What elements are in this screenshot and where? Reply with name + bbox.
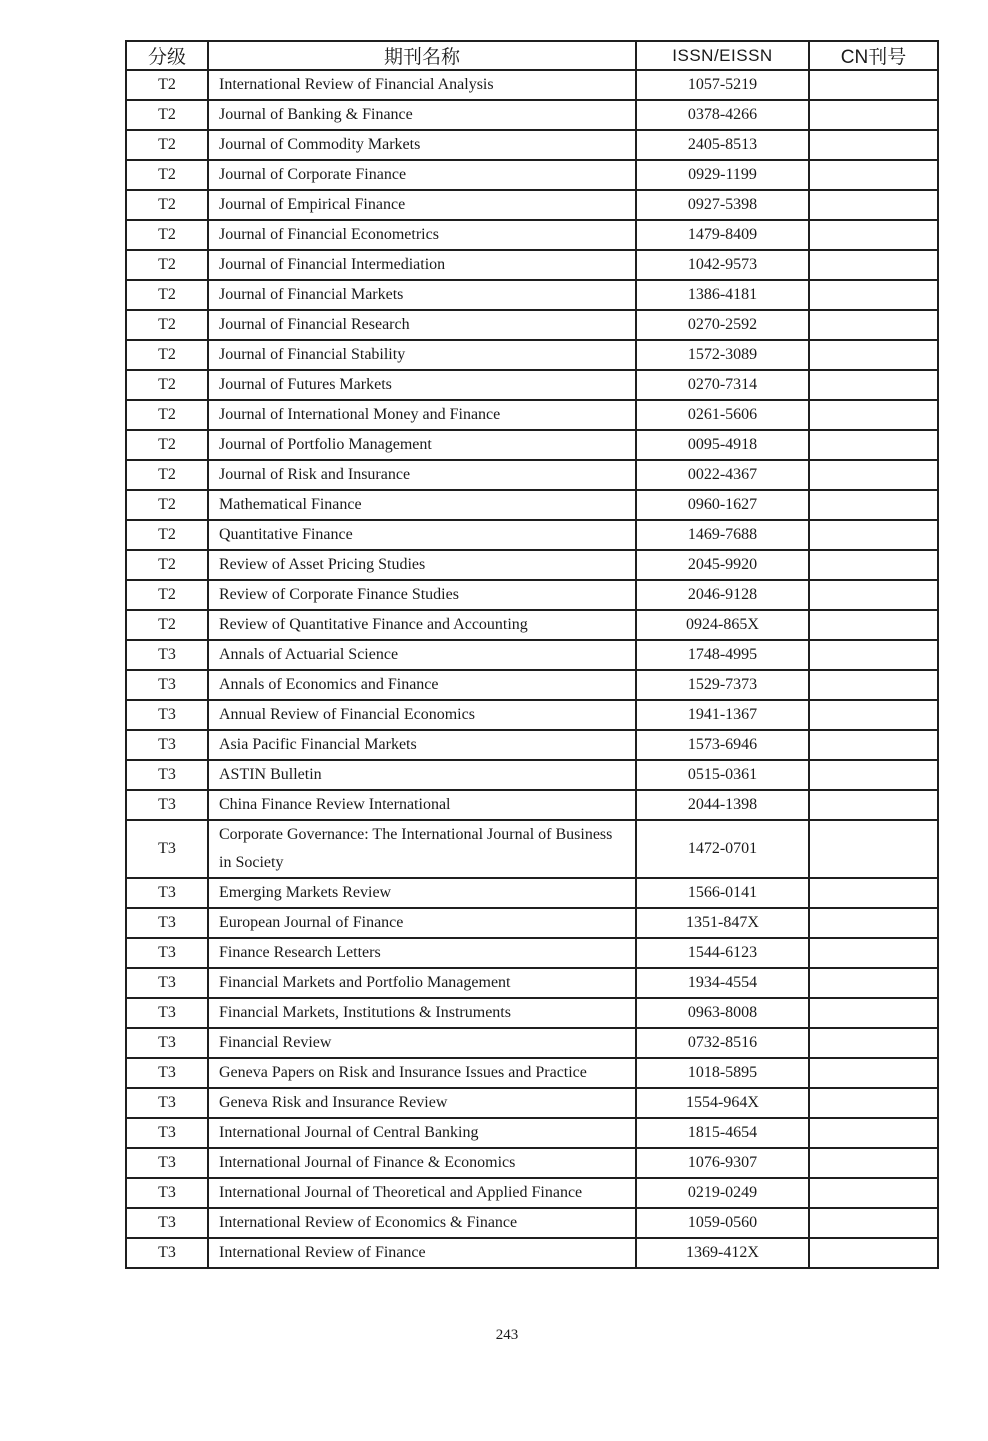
table-row (126, 968, 938, 998)
journal-name-cell: Journal of Risk and Insurance (208, 460, 636, 490)
cn-number-cell (809, 968, 938, 998)
grade-cell: T3 (126, 1238, 208, 1268)
grade-cell: T2 (126, 70, 208, 100)
table-row (126, 580, 938, 610)
grade-cell: T2 (126, 280, 208, 310)
grade-cell: T3 (126, 1208, 208, 1238)
issn-cell: 1573-6946 (636, 730, 809, 760)
grade-cell: T3 (126, 790, 208, 820)
table-row (126, 820, 938, 878)
issn-cell: 1544-6123 (636, 938, 809, 968)
grade-cell: T3 (126, 1028, 208, 1058)
journal-name-cell: Journal of Futures Markets (208, 370, 636, 400)
cn-number-cell (809, 580, 938, 610)
cn-number-cell (809, 1118, 938, 1148)
table-row (126, 1028, 938, 1058)
grade-cell: T2 (126, 160, 208, 190)
grade-cell: T2 (126, 580, 208, 610)
journal-name-cell: Financial Markets, Institutions & Instruments (208, 998, 636, 1028)
grade-cell: T3 (126, 878, 208, 908)
issn-cell: 1351-847X (636, 908, 809, 938)
cn-number-cell (809, 790, 938, 820)
grade-cell: T2 (126, 400, 208, 430)
cn-number-cell (809, 730, 938, 760)
journal-name-cell: International Review of Finance (208, 1238, 636, 1268)
journal-name-cell: Journal of Commodity Markets (208, 130, 636, 160)
issn-cell: 1059-0560 (636, 1208, 809, 1238)
table-row (126, 1118, 938, 1148)
journal-name-cell: China Finance Review International (208, 790, 636, 820)
issn-cell: 2046-9128 (636, 580, 809, 610)
cn-number-cell (809, 760, 938, 790)
table-row (126, 220, 938, 250)
journal-name-cell: Geneva Risk and Insurance Review (208, 1088, 636, 1118)
table-row (126, 730, 938, 760)
cn-number-cell (809, 370, 938, 400)
issn-cell: 2044-1398 (636, 790, 809, 820)
grade-cell: T2 (126, 430, 208, 460)
journal-name-cell: European Journal of Finance (208, 908, 636, 938)
cn-number-cell (809, 130, 938, 160)
journal-name-cell: International Review of Financial Analysis (208, 70, 636, 100)
issn-cell: 0219-0249 (636, 1178, 809, 1208)
issn-cell: 1386-4181 (636, 280, 809, 310)
journal-name-cell: Quantitative Finance (208, 520, 636, 550)
journal-name-cell: Journal of Banking & Finance (208, 100, 636, 130)
cn-number-cell (809, 550, 938, 580)
issn-cell: 1748-4995 (636, 640, 809, 670)
issn-cell: 1076-9307 (636, 1148, 809, 1178)
journal-name-cell: Journal of Financial Research (208, 310, 636, 340)
issn-cell: 1469-7688 (636, 520, 809, 550)
table-row (126, 1208, 938, 1238)
journal-name-cell: Journal of Corporate Finance (208, 160, 636, 190)
journal-name-cell: Asia Pacific Financial Markets (208, 730, 636, 760)
table-header-row (126, 41, 938, 70)
grade-cell: T3 (126, 1178, 208, 1208)
issn-cell: 0515-0361 (636, 760, 809, 790)
grade-cell: T2 (126, 490, 208, 520)
table-row (126, 280, 938, 310)
issn-cell: 1369-412X (636, 1238, 809, 1268)
grade-cell: T2 (126, 610, 208, 640)
table-row (126, 340, 938, 370)
journal-name-cell: Financial Markets and Portfolio Management (208, 968, 636, 998)
journal-name-cell: Journal of Financial Markets (208, 280, 636, 310)
grade-cell: T2 (126, 250, 208, 280)
table-row (126, 1178, 938, 1208)
cn-number-cell (809, 938, 938, 968)
issn-cell: 1815-4654 (636, 1118, 809, 1148)
issn-cell: 2045-9920 (636, 550, 809, 580)
issn-cell: 1554-964X (636, 1088, 809, 1118)
cn-number-cell (809, 998, 938, 1028)
grade-cell: T3 (126, 760, 208, 790)
cn-number-cell (809, 1178, 938, 1208)
grade-cell: T2 (126, 220, 208, 250)
grade-cell: T3 (126, 1118, 208, 1148)
journal-name-cell: ASTIN Bulletin (208, 760, 636, 790)
cn-number-cell (809, 670, 938, 700)
table-row (126, 70, 938, 100)
table-row (126, 938, 938, 968)
cn-number-cell (809, 160, 938, 190)
issn-cell: 1472-0701 (636, 820, 809, 878)
cn-number-cell (809, 700, 938, 730)
table-row (126, 100, 938, 130)
issn-cell: 0095-4918 (636, 430, 809, 460)
grade-cell: T3 (126, 908, 208, 938)
journal-name-cell: Geneva Papers on Risk and Insurance Issues and Practice (208, 1058, 636, 1088)
page-number: 243 (495, 1327, 519, 1343)
table-row (126, 490, 938, 520)
grade-cell: T2 (126, 550, 208, 580)
grade-cell: T2 (126, 520, 208, 550)
table-row (126, 190, 938, 220)
column-header-grade: 分级 (126, 41, 208, 70)
table-row (126, 610, 938, 640)
grade-cell: T3 (126, 700, 208, 730)
cn-number-cell (809, 520, 938, 550)
table-row (126, 760, 938, 790)
issn-cell: 1479-8409 (636, 220, 809, 250)
cn-number-cell (809, 400, 938, 430)
issn-cell: 1566-0141 (636, 878, 809, 908)
cn-number-cell (809, 100, 938, 130)
grade-cell: T3 (126, 938, 208, 968)
issn-cell: 0963-8008 (636, 998, 809, 1028)
issn-cell: 1941-1367 (636, 700, 809, 730)
grade-cell: T3 (126, 670, 208, 700)
journal-name-cell: Review of Quantitative Finance and Accounting (208, 610, 636, 640)
table-row (126, 700, 938, 730)
journal-name-cell: Journal of Financial Econometrics (208, 220, 636, 250)
journal-name-cell: International Journal of Central Banking (208, 1118, 636, 1148)
journal-name-cell: Emerging Markets Review (208, 878, 636, 908)
issn-cell: 1572-3089 (636, 340, 809, 370)
table-row (126, 1238, 938, 1268)
journal-name-cell: Journal of Financial Intermediation (208, 250, 636, 280)
grade-cell: T3 (126, 968, 208, 998)
cn-number-cell (809, 460, 938, 490)
grade-cell: T2 (126, 460, 208, 490)
issn-cell: 1529-7373 (636, 670, 809, 700)
grade-cell: T3 (126, 640, 208, 670)
journal-name-cell: International Journal of Theoretical and Applied Finance (208, 1178, 636, 1208)
journal-name-cell: Review of Asset Pricing Studies (208, 550, 636, 580)
table-row (126, 640, 938, 670)
cn-number-cell (809, 70, 938, 100)
cn-number-cell (809, 250, 938, 280)
grade-cell: T3 (126, 1088, 208, 1118)
cn-number-cell (809, 1238, 938, 1268)
journal-name-cell: Journal of Financial Stability (208, 340, 636, 370)
issn-cell: 0270-2592 (636, 310, 809, 340)
table-row (126, 400, 938, 430)
grade-cell: T2 (126, 100, 208, 130)
journal-name-cell: Annals of Actuarial Science (208, 640, 636, 670)
issn-cell: 0022-4367 (636, 460, 809, 490)
table-row (126, 1148, 938, 1178)
grade-cell: T2 (126, 340, 208, 370)
cn-number-cell (809, 340, 938, 370)
cn-number-cell (809, 310, 938, 340)
cn-number-cell (809, 430, 938, 460)
cn-number-cell (809, 820, 938, 878)
journal-name-cell: Journal of Empirical Finance (208, 190, 636, 220)
cn-number-cell (809, 1148, 938, 1178)
journal-name-cell: Journal of Portfolio Management (208, 430, 636, 460)
issn-cell: 0378-4266 (636, 100, 809, 130)
grade-cell: T3 (126, 998, 208, 1028)
cn-number-cell (809, 220, 938, 250)
journal-name-cell: Review of Corporate Finance Studies (208, 580, 636, 610)
issn-cell: 1934-4554 (636, 968, 809, 998)
table-row (126, 430, 938, 460)
table-row (126, 550, 938, 580)
issn-cell: 0927-5398 (636, 190, 809, 220)
grade-cell: T2 (126, 130, 208, 160)
journal-name-cell: Financial Review (208, 1028, 636, 1058)
grade-cell: T2 (126, 370, 208, 400)
cn-number-cell (809, 1058, 938, 1088)
journal-name-cell: Finance Research Letters (208, 938, 636, 968)
issn-cell: 1042-9573 (636, 250, 809, 280)
issn-cell: 1018-5895 (636, 1058, 809, 1088)
grade-cell: T2 (126, 310, 208, 340)
table-row (126, 310, 938, 340)
cn-number-cell (809, 280, 938, 310)
cn-number-cell (809, 1088, 938, 1118)
cn-number-cell (809, 908, 938, 938)
table-row (126, 130, 938, 160)
table-row (126, 878, 938, 908)
table-row (126, 250, 938, 280)
journal-name-cell: Annals of Economics and Finance (208, 670, 636, 700)
grade-cell: T3 (126, 1058, 208, 1088)
issn-cell: 0960-1627 (636, 490, 809, 520)
journal-name-cell: Annual Review of Financial Economics (208, 700, 636, 730)
issn-cell: 0270-7314 (636, 370, 809, 400)
issn-cell: 2405-8513 (636, 130, 809, 160)
journal-name-cell: International Journal of Finance & Economics (208, 1148, 636, 1178)
cn-number-cell (809, 1208, 938, 1238)
journal-name-cell: International Review of Economics & Finance (208, 1208, 636, 1238)
issn-cell: 0924-865X (636, 610, 809, 640)
table-row (126, 908, 938, 938)
issn-cell: 0929-1199 (636, 160, 809, 190)
table-row (126, 998, 938, 1028)
issn-cell: 0732-8516 (636, 1028, 809, 1058)
grade-cell: T3 (126, 820, 208, 878)
table-row (126, 790, 938, 820)
column-header-journal-name: 期刊名称 (208, 41, 636, 70)
journal-ranking-table (125, 40, 939, 1269)
column-header-cn-number: CN刊号 (809, 41, 938, 70)
table-row (126, 460, 938, 490)
cn-number-cell (809, 190, 938, 220)
table-row (126, 160, 938, 190)
cn-number-cell (809, 640, 938, 670)
journal-name-cell: Mathematical Finance (208, 490, 636, 520)
table-body (126, 70, 938, 1268)
table-row (126, 520, 938, 550)
cn-number-cell (809, 610, 938, 640)
journal-name-cell: Journal of International Money and Finance (208, 400, 636, 430)
issn-cell: 0261-5606 (636, 400, 809, 430)
grade-cell: T2 (126, 190, 208, 220)
grade-cell: T3 (126, 730, 208, 760)
cn-number-cell (809, 1028, 938, 1058)
cn-number-cell (809, 878, 938, 908)
table-row (126, 370, 938, 400)
column-header-issn: ISSN/EISSN (636, 41, 809, 70)
issn-cell: 1057-5219 (636, 70, 809, 100)
table-row (126, 670, 938, 700)
cn-number-cell (809, 490, 938, 520)
grade-cell: T3 (126, 1148, 208, 1178)
table-row (126, 1088, 938, 1118)
table-row (126, 1058, 938, 1088)
journal-name-cell: Corporate Governance: The International Journal of Business in Society (208, 820, 636, 878)
